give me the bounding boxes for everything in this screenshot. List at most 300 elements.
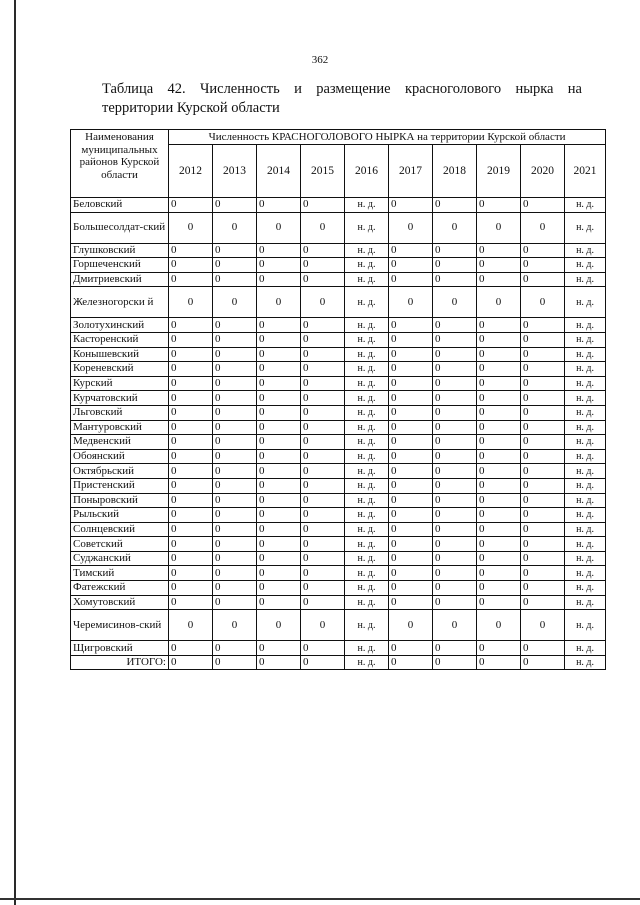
- count-cell: н. д.: [345, 464, 389, 479]
- count-cell: н. д.: [565, 537, 606, 552]
- count-cell: н. д.: [345, 449, 389, 464]
- count-cell: н. д.: [345, 641, 389, 656]
- table-row: [71, 449, 606, 464]
- year-header-2021: 2021: [565, 145, 606, 198]
- count-cell: н. д.: [565, 566, 606, 581]
- count-cell: 0: [389, 435, 433, 450]
- count-cell: 0: [433, 581, 477, 596]
- count-cell: н. д.: [565, 243, 606, 258]
- table-row: [71, 522, 606, 537]
- count-cell: н. д.: [345, 347, 389, 362]
- count-cell: 0: [301, 332, 345, 347]
- count-cell: 0: [477, 655, 521, 670]
- count-cell: н. д.: [345, 551, 389, 566]
- district-name: Тимский: [71, 566, 169, 581]
- count-cell: 0: [477, 537, 521, 552]
- count-cell: 0: [257, 376, 301, 391]
- count-cell: н. д.: [345, 287, 389, 318]
- table-row: [71, 435, 606, 450]
- count-cell: 0: [433, 347, 477, 362]
- count-cell: н. д.: [345, 391, 389, 406]
- count-cell: 0: [521, 435, 565, 450]
- count-cell: 0: [301, 508, 345, 523]
- count-cell: 0: [169, 641, 213, 656]
- count-cell: 0: [301, 522, 345, 537]
- count-cell: 0: [213, 347, 257, 362]
- count-cell: 0: [169, 581, 213, 596]
- count-cell: 0: [521, 493, 565, 508]
- table-row: [71, 551, 606, 566]
- count-cell: н. д.: [565, 449, 606, 464]
- count-cell: 0: [433, 332, 477, 347]
- count-cell: 0: [213, 258, 257, 273]
- count-cell: 0: [477, 420, 521, 435]
- count-cell: 0: [301, 258, 345, 273]
- count-cell: 0: [433, 464, 477, 479]
- table-row: [71, 405, 606, 420]
- count-cell: 0: [477, 318, 521, 333]
- count-cell: 0: [477, 212, 521, 243]
- count-cell: 0: [169, 198, 213, 213]
- table-row: [71, 641, 606, 656]
- count-cell: 0: [389, 551, 433, 566]
- count-cell: 0: [521, 420, 565, 435]
- total-label: ИТОГО:: [71, 655, 169, 670]
- count-cell: 0: [433, 551, 477, 566]
- count-cell: 0: [477, 391, 521, 406]
- count-cell: н. д.: [345, 508, 389, 523]
- count-cell: 0: [477, 287, 521, 318]
- district-name: Золотухинский: [71, 318, 169, 333]
- district-name: Обоянский: [71, 449, 169, 464]
- count-cell: н. д.: [345, 566, 389, 581]
- count-cell: 0: [433, 405, 477, 420]
- table-row: [71, 464, 606, 479]
- count-cell: 0: [169, 610, 213, 641]
- count-cell: 0: [477, 243, 521, 258]
- caption-word: нырка: [515, 81, 554, 97]
- count-cell: 0: [169, 212, 213, 243]
- count-cell: н. д.: [565, 581, 606, 596]
- count-cell: 0: [389, 522, 433, 537]
- count-cell: 0: [521, 198, 565, 213]
- page-number: 362: [311, 54, 329, 66]
- count-cell: 0: [301, 610, 345, 641]
- count-cell: 0: [521, 376, 565, 391]
- count-cell: 0: [301, 655, 345, 670]
- table-row: [71, 566, 606, 581]
- count-cell: 0: [521, 655, 565, 670]
- count-cell: 0: [433, 595, 477, 610]
- district-name: Курчатовский: [71, 391, 169, 406]
- count-cell: 0: [301, 243, 345, 258]
- count-cell: 0: [389, 478, 433, 493]
- count-cell: 0: [213, 391, 257, 406]
- district-name: Пристенский: [71, 478, 169, 493]
- count-cell: 0: [301, 581, 345, 596]
- count-cell: 0: [433, 376, 477, 391]
- count-cell: 0: [521, 610, 565, 641]
- count-cell: 0: [301, 464, 345, 479]
- count-cell: 0: [301, 595, 345, 610]
- count-cell: н. д.: [345, 537, 389, 552]
- count-cell: 0: [257, 272, 301, 287]
- count-cell: 0: [521, 566, 565, 581]
- count-cell: 0: [389, 258, 433, 273]
- table-row: [71, 493, 606, 508]
- count-cell: 0: [389, 537, 433, 552]
- count-cell: 0: [301, 435, 345, 450]
- district-name: Курский: [71, 376, 169, 391]
- count-cell: 0: [433, 212, 477, 243]
- count-cell: 0: [433, 493, 477, 508]
- count-cell: 0: [477, 362, 521, 377]
- caption-word: 42.: [167, 81, 186, 97]
- count-cell: н. д.: [345, 362, 389, 377]
- count-cell: н. д.: [565, 464, 606, 479]
- count-cell: 0: [389, 318, 433, 333]
- count-cell: 0: [257, 610, 301, 641]
- count-cell: 0: [389, 362, 433, 377]
- count-cell: 0: [389, 566, 433, 581]
- count-cell: 0: [257, 566, 301, 581]
- count-cell: 0: [477, 641, 521, 656]
- count-cell: 0: [477, 522, 521, 537]
- count-cell: 0: [213, 610, 257, 641]
- count-cell: н. д.: [565, 522, 606, 537]
- count-cell: н. д.: [565, 376, 606, 391]
- district-name: Фатежский: [71, 581, 169, 596]
- count-cell: 0: [169, 243, 213, 258]
- count-cell: 0: [477, 595, 521, 610]
- count-cell: 0: [477, 258, 521, 273]
- count-cell: 0: [257, 464, 301, 479]
- count-cell: 0: [477, 435, 521, 450]
- count-cell: 0: [301, 449, 345, 464]
- count-cell: 0: [257, 198, 301, 213]
- count-cell: 0: [301, 391, 345, 406]
- count-cell: 0: [169, 508, 213, 523]
- count-cell: 0: [169, 478, 213, 493]
- count-cell: 0: [389, 581, 433, 596]
- year-header-2014: 2014: [257, 145, 301, 198]
- count-cell: 0: [521, 391, 565, 406]
- count-cell: н. д.: [565, 551, 606, 566]
- count-cell: 0: [257, 478, 301, 493]
- count-cell: 0: [521, 318, 565, 333]
- count-cell: 0: [301, 376, 345, 391]
- district-name: Мантуровский: [71, 420, 169, 435]
- count-cell: 0: [521, 287, 565, 318]
- count-cell: 0: [301, 551, 345, 566]
- count-cell: 0: [257, 537, 301, 552]
- count-cell: 0: [169, 493, 213, 508]
- count-cell: н. д.: [345, 655, 389, 670]
- count-cell: н. д.: [565, 610, 606, 641]
- count-cell: 0: [389, 243, 433, 258]
- district-name: Солнцевский: [71, 522, 169, 537]
- count-cell: 0: [213, 655, 257, 670]
- table-row: [71, 595, 606, 610]
- count-cell: 0: [169, 595, 213, 610]
- count-cell: 0: [521, 272, 565, 287]
- count-cell: 0: [213, 318, 257, 333]
- count-cell: н. д.: [565, 318, 606, 333]
- count-cell: н. д.: [565, 420, 606, 435]
- count-cell: 0: [213, 641, 257, 656]
- count-cell: 0: [477, 347, 521, 362]
- count-cell: 0: [477, 405, 521, 420]
- count-cell: 0: [169, 287, 213, 318]
- count-cell: 0: [169, 391, 213, 406]
- count-cell: 0: [389, 449, 433, 464]
- count-cell: 0: [477, 508, 521, 523]
- count-cell: 0: [477, 376, 521, 391]
- count-cell: 0: [301, 287, 345, 318]
- count-cell: 0: [301, 641, 345, 656]
- count-cell: 0: [477, 272, 521, 287]
- count-cell: н. д.: [565, 258, 606, 273]
- count-cell: 0: [301, 198, 345, 213]
- count-cell: 0: [257, 551, 301, 566]
- count-cell: 0: [521, 332, 565, 347]
- count-cell: 0: [521, 362, 565, 377]
- table-row: [71, 272, 606, 287]
- table-row: [71, 478, 606, 493]
- count-cell: 0: [433, 610, 477, 641]
- count-cell: 0: [389, 493, 433, 508]
- year-header-2012: 2012: [169, 145, 213, 198]
- count-cell: н. д.: [345, 318, 389, 333]
- count-cell: 0: [389, 655, 433, 670]
- table-row: [71, 332, 606, 347]
- count-cell: 0: [169, 551, 213, 566]
- scan-bottom-edge: [0, 898, 640, 900]
- count-cell: 0: [301, 493, 345, 508]
- table-row: [71, 391, 606, 406]
- table-body: [71, 198, 606, 670]
- count-cell: 0: [521, 522, 565, 537]
- count-cell: 0: [257, 212, 301, 243]
- table-row: [71, 212, 606, 243]
- count-cell: 0: [521, 243, 565, 258]
- count-cell: 0: [301, 420, 345, 435]
- year-header-2015: 2015: [301, 145, 345, 198]
- count-cell: н. д.: [345, 272, 389, 287]
- table-caption: [102, 80, 582, 118]
- count-cell: 0: [521, 581, 565, 596]
- count-cell: 0: [301, 478, 345, 493]
- count-cell: 0: [213, 332, 257, 347]
- count-cell: н. д.: [345, 595, 389, 610]
- count-cell: н. д.: [345, 522, 389, 537]
- district-name: Горшеченский: [71, 258, 169, 273]
- table-row: [71, 581, 606, 596]
- count-cell: 0: [521, 405, 565, 420]
- count-cell: 0: [301, 405, 345, 420]
- count-cell: н. д.: [565, 595, 606, 610]
- count-cell: н. д.: [565, 362, 606, 377]
- count-cell: 0: [213, 508, 257, 523]
- count-cell: 0: [389, 641, 433, 656]
- count-cell: 0: [169, 435, 213, 450]
- table-row: [71, 376, 606, 391]
- count-cell: 0: [213, 243, 257, 258]
- year-header-2017: 2017: [389, 145, 433, 198]
- count-cell: 0: [477, 449, 521, 464]
- count-cell: 0: [169, 347, 213, 362]
- count-cell: 0: [169, 566, 213, 581]
- count-cell: н. д.: [345, 212, 389, 243]
- count-cell: 0: [521, 551, 565, 566]
- count-cell: н. д.: [345, 376, 389, 391]
- count-cell: 0: [301, 272, 345, 287]
- count-cell: 0: [213, 566, 257, 581]
- count-cell: 0: [257, 595, 301, 610]
- count-cell: 0: [433, 362, 477, 377]
- count-cell: 0: [433, 508, 477, 523]
- table-row: [71, 318, 606, 333]
- caption-word: красноголового: [404, 81, 502, 97]
- count-cell: 0: [169, 362, 213, 377]
- count-cell: 0: [301, 318, 345, 333]
- count-cell: 0: [169, 272, 213, 287]
- year-header-2019: 2019: [477, 145, 521, 198]
- count-cell: н. д.: [565, 391, 606, 406]
- count-cell: 0: [257, 493, 301, 508]
- count-cell: н. д.: [565, 508, 606, 523]
- count-cell: 0: [433, 420, 477, 435]
- table-row: [71, 243, 606, 258]
- count-cell: 0: [521, 641, 565, 656]
- count-cell: 0: [433, 435, 477, 450]
- table-row: [71, 258, 606, 273]
- count-cell: 0: [521, 595, 565, 610]
- count-cell: н. д.: [565, 435, 606, 450]
- district-name: Конышевский: [71, 347, 169, 362]
- count-cell: 0: [389, 464, 433, 479]
- count-cell: 0: [477, 493, 521, 508]
- district-name: Черемисинов-ский: [71, 610, 169, 641]
- count-cell: 0: [433, 537, 477, 552]
- count-cell: 0: [169, 318, 213, 333]
- count-cell: 0: [389, 198, 433, 213]
- count-cell: 0: [169, 655, 213, 670]
- count-cell: н. д.: [565, 332, 606, 347]
- count-cell: 0: [257, 318, 301, 333]
- count-cell: 0: [433, 655, 477, 670]
- count-cell: 0: [433, 287, 477, 318]
- district-name: Поныровский: [71, 493, 169, 508]
- count-cell: 0: [433, 272, 477, 287]
- count-cell: 0: [257, 581, 301, 596]
- count-cell: 0: [169, 376, 213, 391]
- count-cell: н. д.: [565, 405, 606, 420]
- count-cell: 0: [169, 332, 213, 347]
- count-cell: 0: [257, 243, 301, 258]
- count-cell: 0: [433, 522, 477, 537]
- count-cell: 0: [433, 449, 477, 464]
- count-cell: 0: [301, 537, 345, 552]
- count-cell: н. д.: [565, 198, 606, 213]
- count-cell: 0: [257, 347, 301, 362]
- count-cell: 0: [521, 464, 565, 479]
- total-row: [71, 655, 606, 670]
- count-cell: 0: [389, 391, 433, 406]
- count-cell: 0: [213, 376, 257, 391]
- count-cell: 0: [521, 478, 565, 493]
- count-cell: 0: [301, 212, 345, 243]
- count-cell: н. д.: [345, 258, 389, 273]
- year-header-2020: 2020: [521, 145, 565, 198]
- count-cell: 0: [301, 566, 345, 581]
- count-cell: 0: [477, 478, 521, 493]
- count-cell: 0: [389, 508, 433, 523]
- district-name: Октябрьский: [71, 464, 169, 479]
- count-cell: н. д.: [565, 655, 606, 670]
- count-cell: 0: [213, 420, 257, 435]
- count-cell: 0: [477, 464, 521, 479]
- count-cell: 0: [213, 272, 257, 287]
- count-cell: 0: [389, 347, 433, 362]
- count-cell: 0: [169, 522, 213, 537]
- count-cell: 0: [213, 581, 257, 596]
- caption-word: Численность: [199, 81, 280, 97]
- count-cell: 0: [213, 537, 257, 552]
- count-cell: н. д.: [565, 641, 606, 656]
- count-cell: 0: [169, 449, 213, 464]
- count-cell: 0: [477, 610, 521, 641]
- grebe-count-table: [70, 129, 606, 670]
- district-name: Дмитриевский: [71, 272, 169, 287]
- count-cell: 0: [477, 332, 521, 347]
- count-cell: 0: [521, 347, 565, 362]
- count-cell: 0: [213, 464, 257, 479]
- table-row: [71, 198, 606, 213]
- table-row: [71, 287, 606, 318]
- count-cell: 0: [213, 478, 257, 493]
- table-row: [71, 362, 606, 377]
- count-cell: н. д.: [565, 478, 606, 493]
- count-cell: 0: [213, 595, 257, 610]
- district-name: Хомутовский: [71, 595, 169, 610]
- count-cell: 0: [433, 478, 477, 493]
- caption-word: Таблица: [102, 81, 154, 97]
- count-cell: 0: [389, 420, 433, 435]
- count-cell: 0: [477, 198, 521, 213]
- count-cell: 0: [213, 362, 257, 377]
- count-cell: 0: [169, 537, 213, 552]
- table-row: [71, 537, 606, 552]
- count-cell: 0: [169, 258, 213, 273]
- count-cell: 0: [389, 272, 433, 287]
- count-cell: 0: [433, 566, 477, 581]
- count-cell: 0: [257, 641, 301, 656]
- count-cell: н. д.: [565, 493, 606, 508]
- count-cell: 0: [257, 258, 301, 273]
- count-cell: 0: [213, 287, 257, 318]
- count-cell: 0: [521, 258, 565, 273]
- count-cell: 0: [257, 332, 301, 347]
- count-cell: 0: [213, 551, 257, 566]
- district-name: Советский: [71, 537, 169, 552]
- count-cell: н. д.: [345, 198, 389, 213]
- count-cell: н. д.: [345, 478, 389, 493]
- district-name: Медвенский: [71, 435, 169, 450]
- count-cell: 0: [213, 212, 257, 243]
- count-cell: 0: [169, 420, 213, 435]
- count-cell: 0: [389, 405, 433, 420]
